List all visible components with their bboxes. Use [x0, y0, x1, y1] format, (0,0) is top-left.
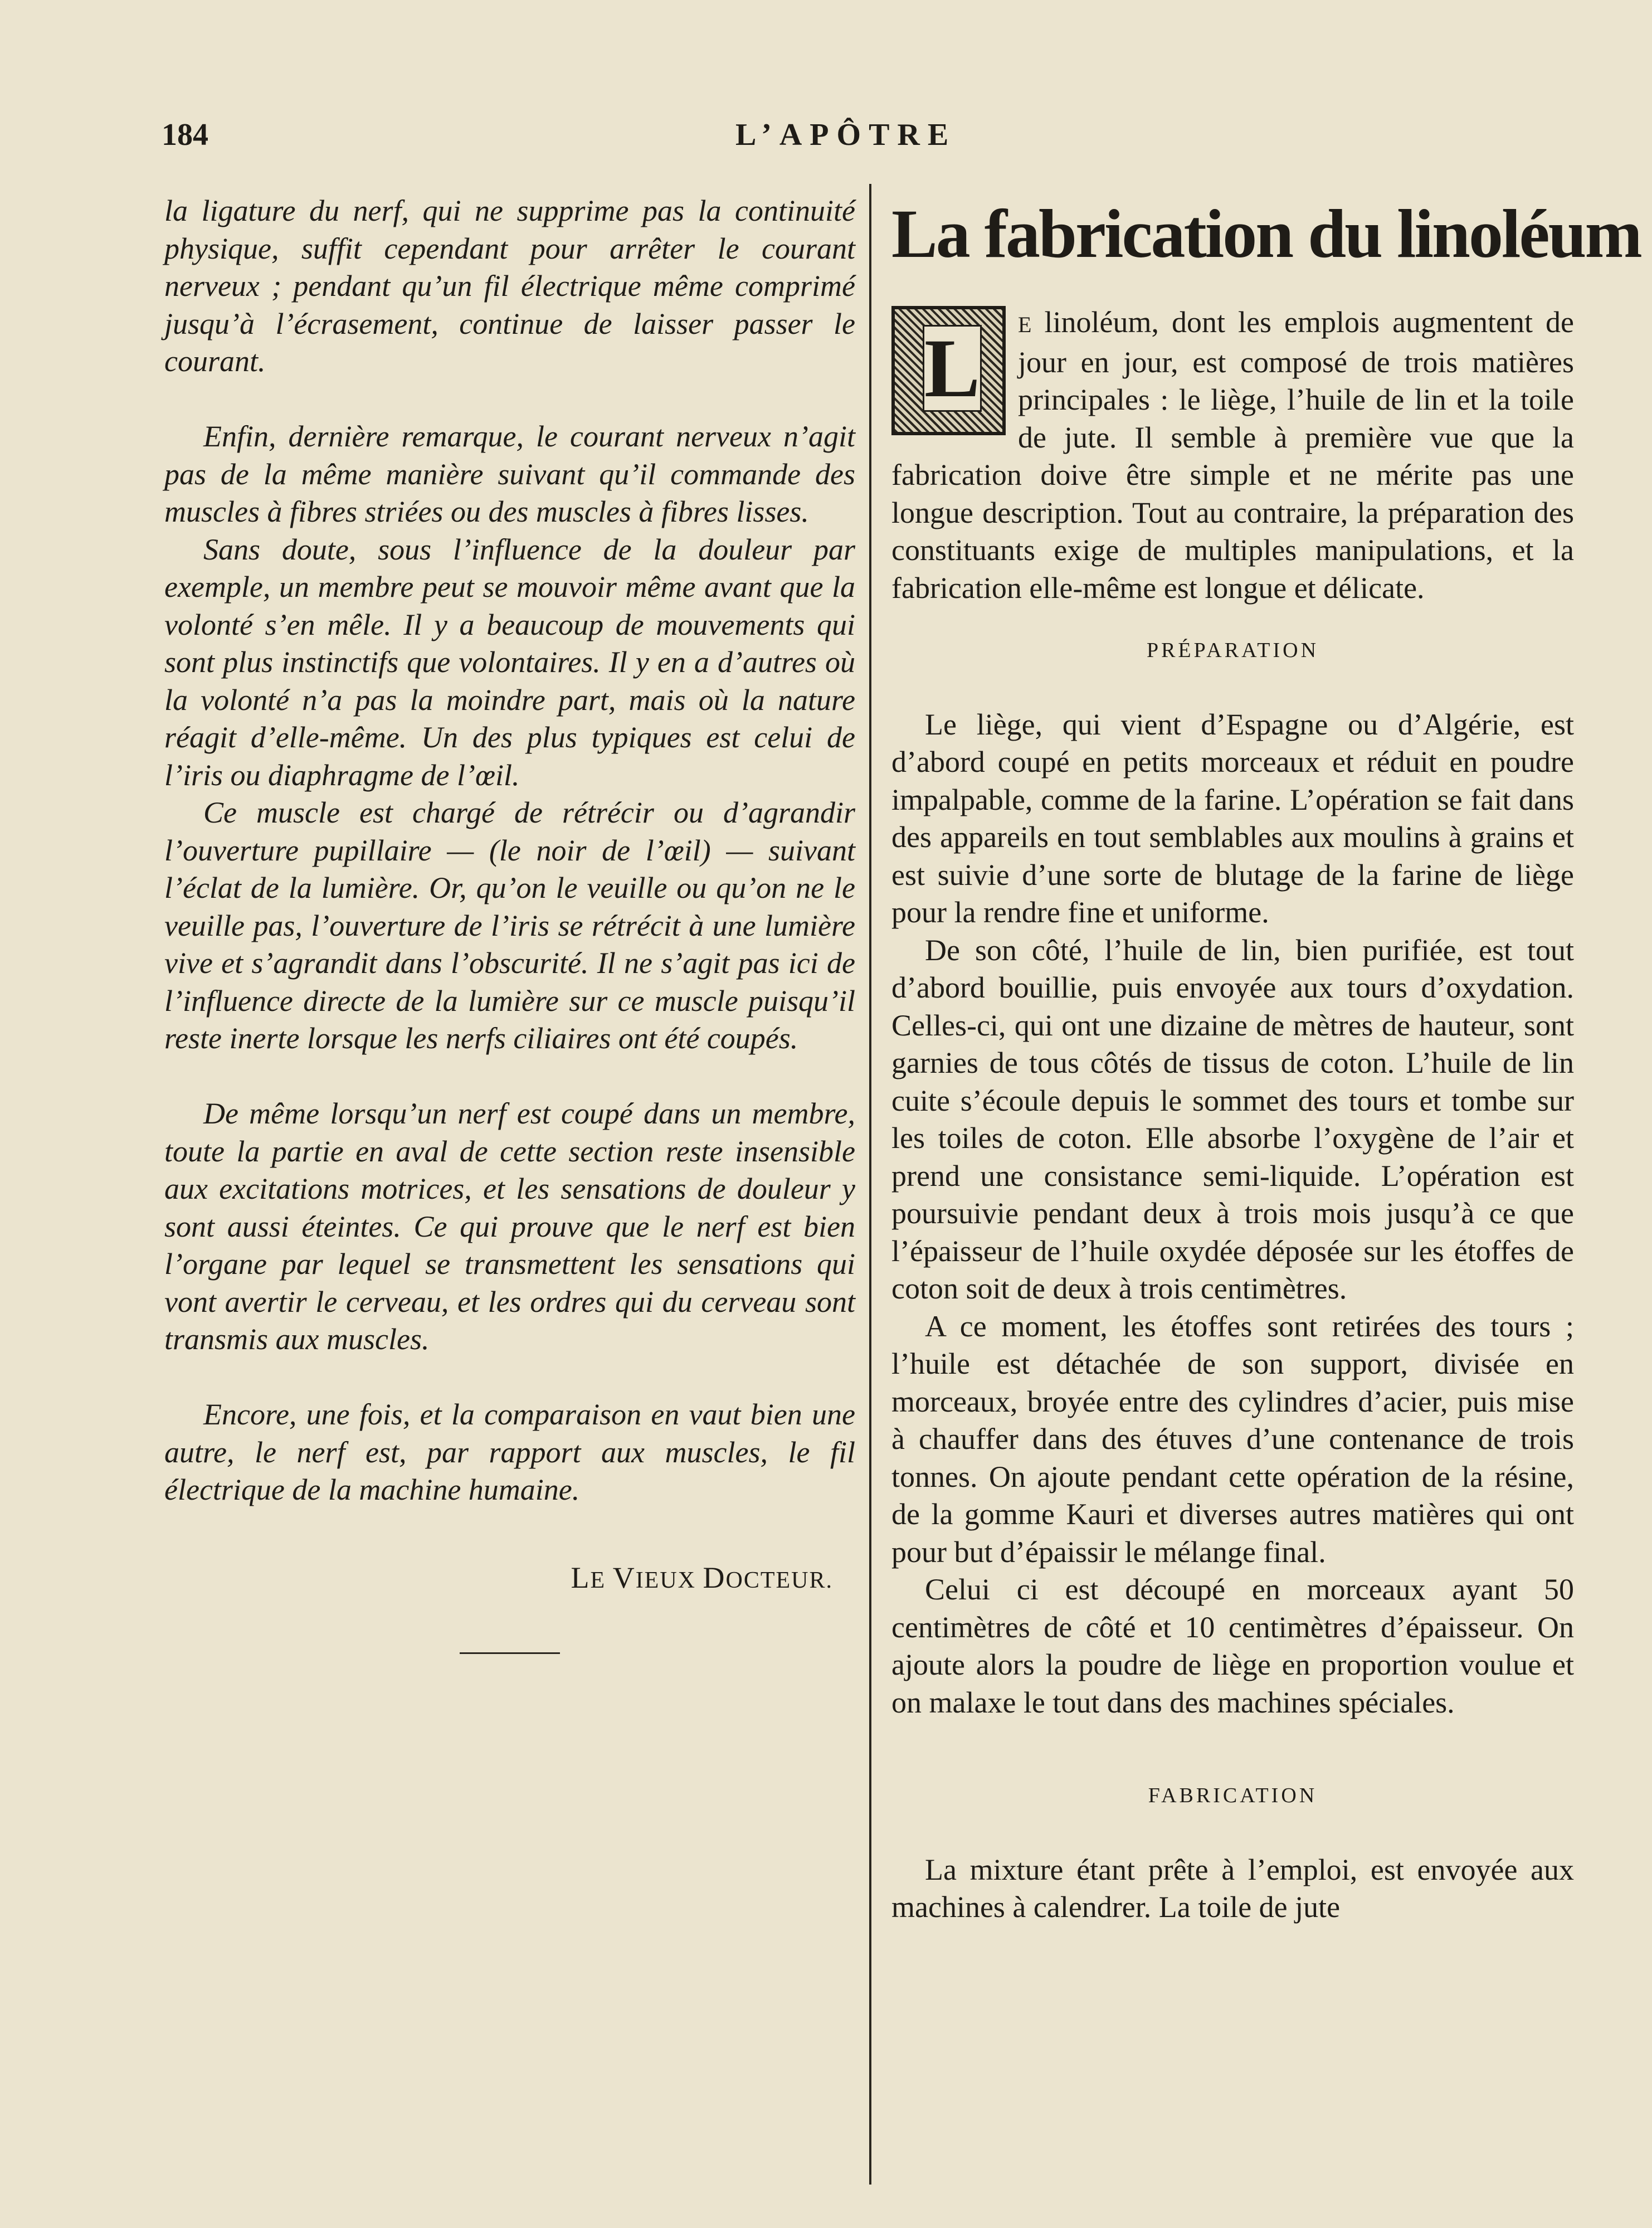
left-paragraph: De même lorsqu’un nerf est coupé dans un membre, toute la partie en aval de cette section reste insensible aux excitations motrices, et les sensations de douleur y sont aussi éteintes. Ce qui prouve que le nerf est bien l’organe par lequel se transmettent les sensations qui vont avertir le cerveau, et les ordres qui du cerveau sont transmis aux muscles. — [164, 1097, 855, 1356]
body-paragraph: Celui ci est découpé en morceaux ayant 50 centimètres de côté et 10 centimètres d’épaisseur. On ajoute alors la poudre de liège en proportion voulue et on malaxe le tout dans des machines spéciales. — [891, 1573, 1574, 1719]
decorative-dropcap — [891, 306, 1006, 435]
section-heading: PRÉPARATION — [1146, 639, 1319, 662]
section-heading: FABRICATION — [1148, 1784, 1318, 1807]
body-paragraph: Le liège, qui vient d’Espagne ou d’Algérie, est d’abord coupé en petits morceaux et réduit en poudre impalpable, comme de la farine. L’opération se fait dans des appareils en tout semblables aux moulins à grains et est suivie d’une sorte de blutage de la farine de liège pour la rendre fine et uniforme. — [891, 707, 1574, 929]
end-rule — [460, 1652, 560, 1654]
left-paragraph: Ce muscle est chargé de rétrécir ou d’agrandir l’ouverture pupillaire — (le noir de l’œil) — suivant l’éclat de la lumière. Or, qu’on le veuille ou qu’on ne le veuille pas, l’ouverture de l’iris se rétrécit à une lumière vive et s’agrandit dans l’obscurité. Il ne s’agit pas ici de l’influence directe de la lumière sur ce muscle puisqu’il reste inerte lorsque les nerfs ciliaires ont été coupés. — [164, 796, 855, 1055]
author-signature: LE VIEUX DOCTEUR. — [571, 1560, 833, 1594]
article-title: La fabrication du linoléum — [891, 196, 1641, 272]
column-divider — [869, 184, 871, 2185]
left-paragraph: Enfin, dernière remarque, le courant nerveux n’agit pas de la même manière suivant qu’il commande des muscles à fibres striées ou des muscles à fibres lisses. — [164, 420, 855, 528]
body-paragraph: De son côté, l’huile de lin, bien purifiée, est tout d’abord bouillie, puis envoyée aux tours d’oxydation. Celles-ci, qui ont une dizaine de mètres de hauteur, sont garnies de tous côtés de tissus de coton. L’huile de lin cuite s’écoule depuis le sommet des tours et tombe sur les toiles de coton. Elle absorbe l’oxygène de l’air et prend une consistance semi-liquide. L’opération est poursuivie pendant deux à trois mois jusqu’à ce que l’épaisseur de l’huile oxydée déposée sur les étoffes de coton soit de deux à trois centimètres. — [891, 933, 1574, 1305]
dropcap-letter: L — [923, 325, 982, 412]
body-paragraph: A ce moment, les étoffes sont retirées des tours ; l’huile est détachée de son support, divisée en morceaux, broyée entre des cylindres d’acier, puis mise à chauffer dans des étuves d’une contenance de trois tonnes. On ajoute pendant cette opération de la résine, de la gomme Kauri et diverses autres matières qui ont pour but d’épaissir le mélange final. — [891, 1309, 1574, 1569]
left-column — [164, 192, 855, 1654]
right-column — [891, 192, 1641, 1927]
intro-paragraph: L E linoléum, dont les emplois augmentent de jour en jour, est composé de trois matières principales : le liège, l’huile de lin et la toile de jute. Il semble à première vue que la fabrication doive être simple et ne mérite pas une longue description. Tout au contraire, la préparation des constituants exige de multiples manipulations, et la fabrication elle-même est longue et délicate. — [891, 305, 1574, 605]
running-head: L’APÔTRE — [735, 118, 957, 152]
left-paragraph: Encore, une fois, et la comparaison en vaut bien une autre, le nerf est, par rapport aux muscles, le fil électrique de la machine humaine. — [164, 1398, 855, 1506]
left-paragraph: la ligature du nerf, qui ne supprime pas la continuité physique, suffit cependant pour arrêter le courant nerveux ; pendant qu’un fil électrique même comprimé jusqu’à l’écrasement, continue de laisser passer le courant. — [164, 194, 855, 378]
body-paragraph: La mixture étant prête à l’emploi, est envoyée aux machines à calendrer. La toile de jute — [891, 1852, 1574, 1924]
page-number: 184 — [162, 118, 208, 152]
left-paragraph: Sans doute, sous l’influence de la douleur par exemple, un membre peut se mouvoir même avant que la volonté s’en mêle. Il y a beaucoup de mouvements qui sont plus instinctifs que volontaires. Il y en a d’autres où la volonté n’a pas la moindre part, mais où la nature réagit d’elle-même. Un des plus typiques est celui de l’iris ou diaphragme de l’œil. — [164, 532, 855, 792]
